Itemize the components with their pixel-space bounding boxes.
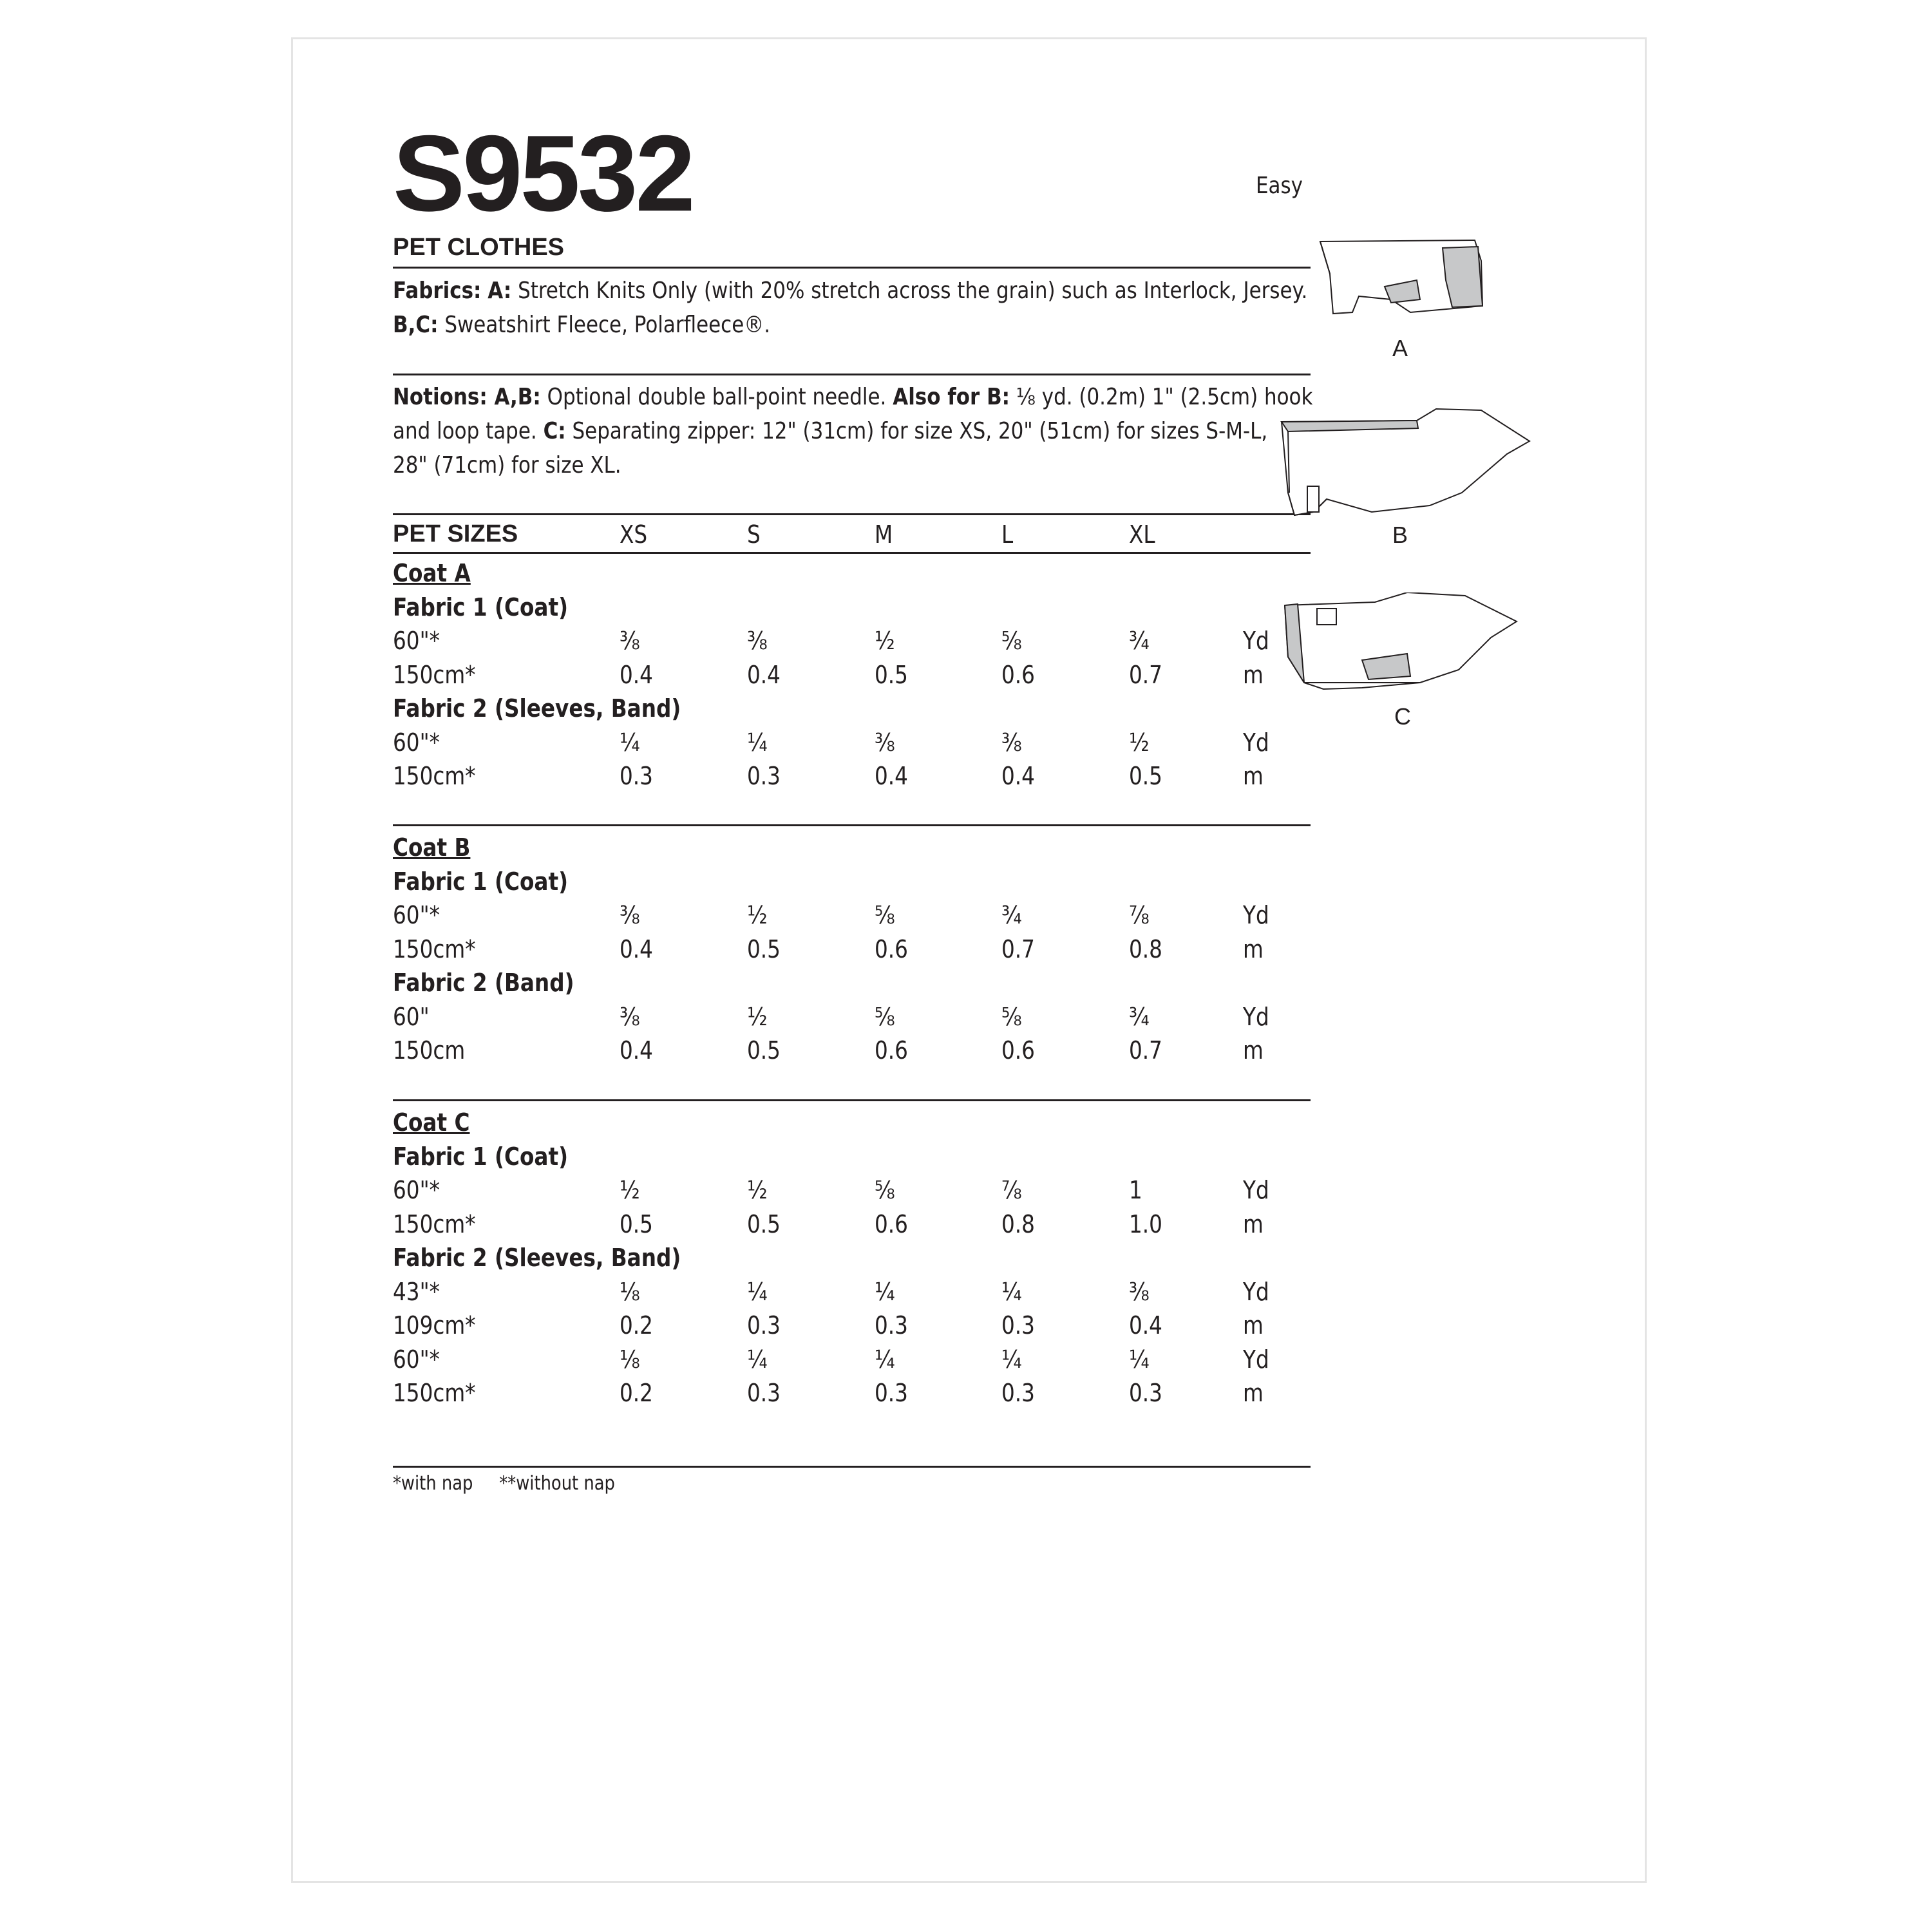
- row-label: 150cm*: [393, 1379, 476, 1407]
- unit-label: m: [1243, 1036, 1264, 1065]
- size-header: XS: [620, 520, 648, 549]
- notions-c-text: Separating zipper: 12" (31cm) for size XS, 20" (51cm) for sizes S-M-L,: [572, 418, 1268, 444]
- yardage-value: ¼: [1129, 1345, 1150, 1374]
- yardage-value: ⅝: [875, 1002, 895, 1031]
- yardage-value: ⅞: [1129, 901, 1150, 929]
- yardage-value: ⅜: [1129, 1277, 1150, 1306]
- unit-label: m: [1243, 1209, 1264, 1238]
- yardage-value: ¼: [875, 1277, 895, 1306]
- yardage-value: 0.4: [620, 660, 653, 689]
- yardage-value: 0.3: [875, 1379, 908, 1407]
- notions-b-label: Also for B:: [893, 384, 1010, 410]
- coat-section-title: Coat C: [393, 1108, 470, 1137]
- unit-label: Yd: [1243, 1176, 1269, 1204]
- yardage-value: ⅝: [1001, 627, 1022, 655]
- row-label: 60"*: [393, 627, 440, 655]
- unit-label: Yd: [1243, 627, 1269, 655]
- fabrics-line-1: [393, 274, 1307, 308]
- coat-a-illustration: [1314, 235, 1507, 332]
- row-label: 150cm*: [393, 1209, 476, 1238]
- yardage-value: 0.6: [1001, 660, 1035, 689]
- yardage-value: 0.6: [875, 1036, 908, 1065]
- yardage-value: ⅝: [875, 1176, 895, 1204]
- yardage-value: 1.0: [1129, 1209, 1162, 1238]
- coat-section-title: Coat A: [393, 559, 471, 587]
- yardage-value: 0.3: [620, 762, 653, 790]
- fabrics-bc-label: B,C:: [393, 312, 439, 338]
- yardage-value: ¾: [1129, 627, 1150, 655]
- yardage-value: 0.3: [1001, 1379, 1035, 1407]
- yardage-value: ¼: [875, 1345, 895, 1374]
- row-label: 150cm*: [393, 660, 476, 689]
- unit-label: Yd: [1243, 728, 1269, 757]
- yardage-value: 0.4: [1001, 762, 1035, 790]
- figure-a-label: A: [1392, 335, 1408, 361]
- figure-b-label: B: [1392, 522, 1408, 548]
- pet-sizes-heading: PET SIZES: [393, 520, 518, 547]
- yardage-value: 0.6: [1001, 1036, 1035, 1065]
- yardage-value: ¼: [1001, 1277, 1022, 1306]
- row-label: 150cm*: [393, 762, 476, 790]
- yardage-value: ⅝: [875, 901, 895, 929]
- yardage-value: 0.3: [1129, 1379, 1162, 1407]
- yardage-value: ⅜: [1001, 728, 1022, 757]
- unit-label: m: [1243, 1379, 1264, 1407]
- size-header: L: [1001, 520, 1014, 549]
- yardage-value: ½: [1129, 728, 1150, 757]
- yardage-value: 0.5: [1129, 762, 1162, 790]
- yardage-value: ⅛: [620, 1277, 640, 1306]
- coat-section-title: Coat B: [393, 833, 471, 862]
- footnote: [393, 1472, 615, 1495]
- row-label: 60"*: [393, 728, 440, 757]
- row-label: 60"*: [393, 901, 440, 929]
- coat-c-illustration: [1278, 592, 1533, 705]
- fabric-title: Fabric 2 (Sleeves, Band): [393, 1244, 681, 1272]
- pattern-code: S9532: [393, 113, 693, 234]
- notions-line-3: 28" (71cm) for size XL.: [393, 452, 621, 478]
- yardage-value: 0.2: [620, 1379, 653, 1407]
- divider: [393, 1099, 1311, 1101]
- yardage-value: ⅜: [620, 627, 640, 655]
- footnote-with-nap: *with nap: [393, 1472, 473, 1495]
- notions-line2-pre: and loop tape.: [393, 418, 537, 444]
- yardage-value: 0.4: [620, 1036, 653, 1065]
- yardage-value: 0.5: [875, 660, 908, 689]
- divider: [393, 267, 1311, 269]
- row-label: 60"*: [393, 1345, 440, 1374]
- unit-label: Yd: [1243, 1345, 1269, 1374]
- yardage-value: 0.7: [1001, 934, 1035, 963]
- yardage-value: ⅝: [1001, 1002, 1022, 1031]
- unit-label: Yd: [1243, 1277, 1269, 1306]
- yardage-value: 0.5: [747, 1209, 781, 1238]
- notions-b-text: ⅛ yd. (0.2m) 1" (2.5cm) hook: [1016, 384, 1313, 410]
- yardage-value: ⅜: [620, 901, 640, 929]
- row-label: 60": [393, 1002, 430, 1031]
- footnote-without-nap: **without nap: [499, 1472, 615, 1495]
- pattern-title: PET CLOTHES: [393, 234, 565, 261]
- row-label: 150cm: [393, 1036, 466, 1065]
- notions-label: Notions: A,B:: [393, 384, 541, 410]
- yardage-value: 0.8: [1001, 1209, 1035, 1238]
- unit-label: Yd: [1243, 901, 1269, 929]
- unit-label: m: [1243, 762, 1264, 790]
- yardage-value: 1: [1129, 1176, 1142, 1204]
- divider: [393, 1466, 1311, 1468]
- fabric-title: Fabric 2 (Sleeves, Band): [393, 694, 681, 723]
- yardage-value: ¼: [747, 1277, 768, 1306]
- yardage-value: ¼: [620, 728, 640, 757]
- yardage-value: ¼: [1001, 1345, 1022, 1374]
- divider: [393, 552, 1311, 554]
- yardage-value: ¼: [747, 728, 768, 757]
- yardage-value: 0.5: [620, 1209, 653, 1238]
- yardage-value: 0.4: [620, 934, 653, 963]
- size-header: S: [747, 520, 761, 549]
- size-header: XL: [1129, 520, 1155, 549]
- yardage-value: 0.8: [1129, 934, 1162, 963]
- yardage-value: ⅞: [1001, 1176, 1022, 1204]
- yardage-value: ½: [875, 627, 895, 655]
- notions-line-1: [393, 380, 1312, 414]
- unit-label: m: [1243, 1311, 1264, 1340]
- fabric-title: Fabric 1 (Coat): [393, 592, 569, 621]
- yardage-value: ⅜: [747, 627, 768, 655]
- row-label: 150cm*: [393, 934, 476, 963]
- yardage-value: ½: [747, 1176, 768, 1204]
- yardage-value: ½: [620, 1176, 640, 1204]
- yardage-value: 0.5: [747, 934, 781, 963]
- notions-line-2: [393, 414, 1267, 448]
- fabrics-a-text: Stretch Knits Only (with 20% stretch across the grain) such as Interlock, Jersey.: [518, 278, 1308, 304]
- fabrics-label: Fabrics:: [393, 278, 482, 304]
- divider: [393, 824, 1311, 826]
- yardage-value: ¾: [1001, 901, 1022, 929]
- yardage-value: 0.5: [747, 1036, 781, 1065]
- figure-c-label: C: [1394, 703, 1411, 730]
- notions-ab-text: Optional double ball-point needle.: [547, 384, 887, 410]
- fabric-title: Fabric 1 (Coat): [393, 867, 569, 896]
- row-label: 60"*: [393, 1176, 440, 1204]
- size-header: M: [875, 520, 893, 549]
- yardage-value: 0.3: [747, 1311, 781, 1340]
- yardage-value: 0.6: [875, 934, 908, 963]
- yardage-value: ⅜: [875, 728, 895, 757]
- yardage-value: ¼: [747, 1345, 768, 1374]
- row-label: 109cm*: [393, 1311, 476, 1340]
- yardage-value: 0.3: [875, 1311, 908, 1340]
- fabrics-bc-text: Sweatshirt Fleece, Polarfleece®.: [444, 312, 771, 338]
- unit-label: Yd: [1243, 1002, 1269, 1031]
- yardage-value: 0.7: [1129, 660, 1162, 689]
- unit-label: m: [1243, 660, 1264, 689]
- yardage-value: 0.4: [747, 660, 781, 689]
- yardage-value: 0.6: [875, 1209, 908, 1238]
- yardage-value: 0.3: [747, 762, 781, 790]
- yardage-value: 0.2: [620, 1311, 653, 1340]
- yardage-value: ¾: [1129, 1002, 1150, 1031]
- yardage-value: ½: [747, 1002, 768, 1031]
- difficulty-label: Easy: [1256, 173, 1303, 199]
- yardage-value: 0.4: [875, 762, 908, 790]
- yardage-value: ⅛: [620, 1345, 640, 1374]
- yardage-value: ⅜: [620, 1002, 640, 1031]
- coat-b-illustration: [1275, 402, 1546, 525]
- unit-label: m: [1243, 934, 1264, 963]
- fabrics-a-label: A:: [488, 278, 512, 304]
- fabric-title: Fabric 2 (Band): [393, 969, 574, 997]
- yardage-value: 0.3: [747, 1379, 781, 1407]
- fabrics-line-2: [393, 308, 770, 342]
- divider: [393, 513, 1311, 515]
- yardage-value: 0.4: [1129, 1311, 1162, 1340]
- yardage-value: 0.7: [1129, 1036, 1162, 1065]
- yardage-value: 0.3: [1001, 1311, 1035, 1340]
- row-label: 43"*: [393, 1277, 440, 1306]
- yardage-value: ½: [747, 901, 768, 929]
- divider: [393, 374, 1311, 375]
- notions-c-label: C:: [543, 418, 566, 444]
- fabric-title: Fabric 1 (Coat): [393, 1142, 569, 1171]
